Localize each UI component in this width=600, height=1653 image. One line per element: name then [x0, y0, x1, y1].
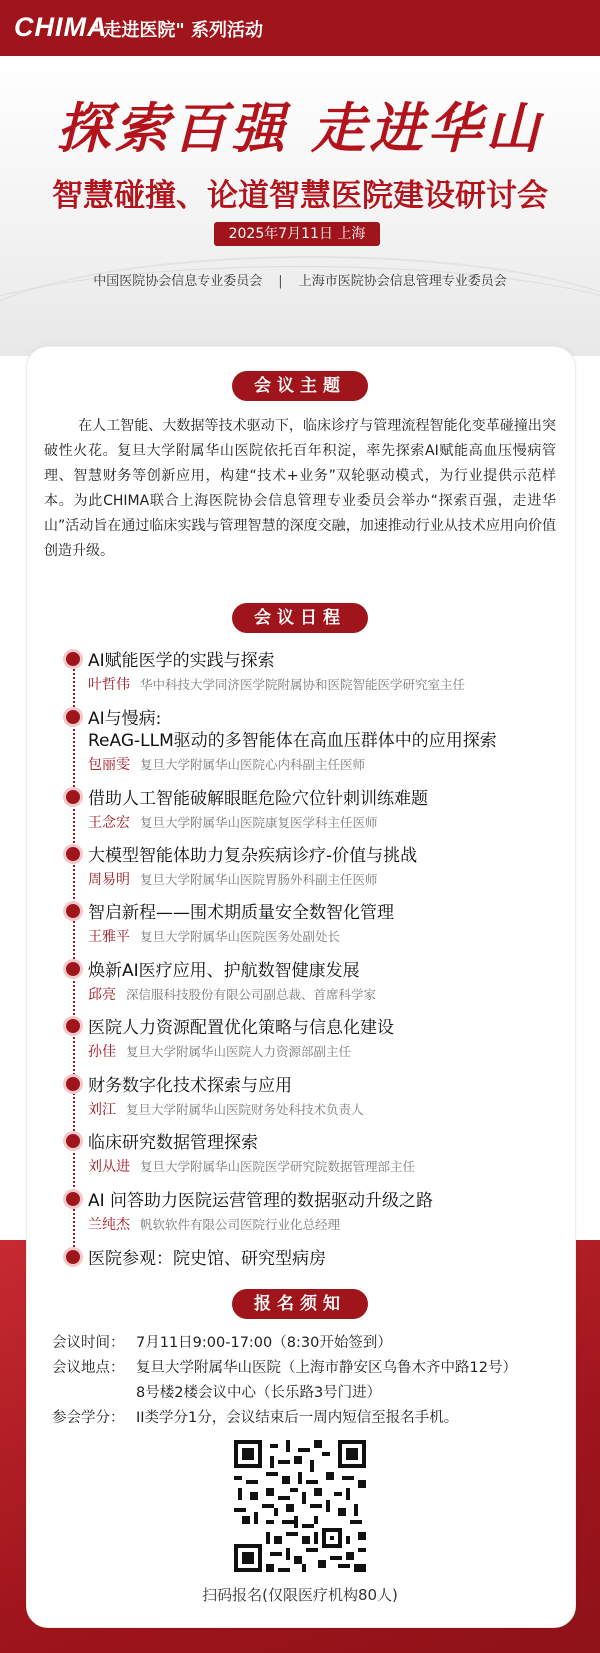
registration-qr-code[interactable] — [234, 1440, 366, 1572]
organizer-separator: | — [278, 274, 283, 289]
agenda-speaker — [88, 926, 340, 946]
meeting-credit-value: II类学分1分，会议结束后一周内短信至报名手机。 — [136, 1410, 459, 1426]
agenda-item-title: 医院参观：院史馆、研究型病房 — [88, 1249, 326, 1269]
timeline-dot — [66, 847, 80, 861]
registration-heading: 报名须知 — [232, 1289, 368, 1319]
meeting-place-line2: 8号楼2楼会议中心（长乐路3号门进） — [136, 1385, 382, 1401]
agenda-item-title-line2: ReAG-LLM驱动的多智能体在高血压群体中的应用探索 — [88, 731, 497, 751]
speaker-role: 深信服科技股份有限公司副总裁、首席科学家 — [126, 987, 377, 1002]
speaker-name: 兰纯杰 — [88, 1217, 130, 1233]
speaker-role: 复旦大学附属华山医院胃肠外科副主任医师 — [140, 872, 378, 887]
agenda-item-title: 财务数字化技术探索与应用 — [88, 1076, 292, 1096]
speaker-role: 复旦大学附属华山医院心内科副主任医师 — [140, 757, 366, 772]
speaker-role: 复旦大学附属华山医院康复医学科主任医师 — [140, 815, 378, 830]
speaker-name: 周易明 — [88, 872, 130, 888]
speaker-name: 包丽雯 — [88, 757, 130, 773]
timeline-dot — [66, 904, 80, 918]
speaker-name: 王雅平 — [88, 929, 130, 945]
speaker-name: 刘从进 — [88, 1159, 130, 1175]
timeline-dot — [66, 1134, 80, 1148]
speaker-role: 复旦大学附属华山医院人力资源部副主任 — [126, 1044, 352, 1059]
meeting-place-label: 会议地点： — [52, 1360, 125, 1376]
meeting-credit-label: 参会学分： — [52, 1410, 125, 1426]
speaker-name: 叶哲伟 — [88, 677, 130, 693]
agenda-speaker — [88, 869, 378, 889]
timeline-dot — [66, 1077, 80, 1091]
speaker-role: 帆软软件有限公司医院行业化总经理 — [140, 1217, 341, 1232]
agenda-item-title: AI 问答助力医院运营管理的数据驱动升级之路 — [88, 1191, 434, 1211]
agenda-item-title: AI与慢病: — [88, 709, 162, 729]
meeting-credit — [52, 1406, 458, 1427]
timeline-dot — [66, 652, 80, 666]
qr-caption: 扫码报名(仅限医疗机构80人) — [202, 1586, 398, 1604]
speaker-name: 邱亮 — [88, 987, 116, 1003]
agenda-item-title: AI赋能医学的实践与探索 — [88, 651, 275, 671]
agenda-speaker — [88, 984, 376, 1004]
agenda-item-title: 借助人工智能破解眼眶危险穴位针刺训练难题 — [88, 789, 428, 809]
meeting-time-label: 会议时间： — [52, 1335, 125, 1351]
speaker-role: 复旦大学附属华山医院医务处副处长 — [140, 929, 341, 944]
top-banner — [0, 0, 600, 56]
chima-logo: CHIMA — [14, 12, 108, 42]
theme-body: 在人工智能、大数据等技术驱动下，临床诊疗与管理流程智能化变革碰撞出突破性火花。复旦大学附属华山医院依托百年积淀，率先探索AI赋能高血压慢病管理、智慧财务等创新应用，构建“技术+业务”双轮驱动模式，为行业提供示范样本。为此CHIMA联合上海医院协会信息管理专业委员会举办“探索百强，走进华山”活动旨在通过临床实践与管理智慧的深度交融，加速推动行业从技术应用向价值创造升级。 — [44, 418, 556, 559]
agenda-item-title: 大模型智能体助力复杂疾病诊疗-价值与挑战 — [88, 846, 418, 866]
timeline-dot — [66, 1250, 80, 1264]
agenda-heading: 会议日程 — [232, 603, 368, 633]
organizer-2: 上海市医院协会信息管理专业委员会 — [298, 274, 507, 289]
meeting-time — [52, 1331, 392, 1352]
speaker-name: 王念宏 — [88, 815, 130, 831]
timeline-line — [73, 658, 75, 1254]
agenda-speaker — [88, 754, 365, 774]
agenda-speaker — [88, 1156, 415, 1176]
date-badge: 2025年7月11日 上海 — [214, 222, 380, 246]
timeline-dot — [66, 790, 80, 804]
agenda-speaker — [88, 1214, 340, 1234]
timeline-dot — [66, 962, 80, 976]
agenda-speaker — [88, 1099, 364, 1119]
agenda-speaker — [88, 812, 378, 832]
timeline-dot — [66, 1192, 80, 1206]
speaker-name: 刘江 — [88, 1102, 116, 1118]
speaker-role: 复旦大学附属华山医院医学研究院数据管理部主任 — [140, 1159, 416, 1174]
organizer-1: 中国医院协会信息专业委员会 — [93, 274, 263, 289]
agenda-speaker — [88, 674, 465, 694]
agenda-item-title: 焕新AI医疗应用、护航数智健康发展 — [88, 961, 360, 981]
agenda-item-title: 智启新程——围术期质量安全数智化管理 — [88, 903, 394, 923]
meeting-place-value: 复旦大学附属华山医院（上海市静安区乌鲁木齐中路12号） — [136, 1360, 517, 1376]
meeting-time-value: 7月11日9:00-17:00（8:30开始签到） — [136, 1335, 392, 1351]
activity-series-label: "走进医院" 系列活动 — [94, 20, 264, 41]
main-title: 探索百强 走进华山 — [56, 96, 544, 160]
meeting-place — [52, 1356, 517, 1377]
agenda-item-title: 医院人力资源配置优化策略与信息化建设 — [88, 1018, 394, 1038]
theme-heading: 会议主题 — [232, 371, 368, 401]
speaker-name: 孙佳 — [88, 1044, 116, 1060]
agenda-item-title: 临床研究数据管理探索 — [88, 1133, 258, 1153]
event-subtitle: 智慧碰撞、论道智慧医院建设研讨会 — [52, 178, 548, 214]
speaker-role: 复旦大学附属华山医院财务处科技术负责人 — [126, 1102, 364, 1117]
speaker-role: 华中科技大学同济医学院附属协和医院智能医学研究室主任 — [140, 677, 466, 692]
agenda-speaker — [88, 1041, 351, 1061]
timeline-dot — [66, 710, 80, 724]
organizers — [0, 270, 600, 289]
timeline-dot — [66, 1019, 80, 1033]
